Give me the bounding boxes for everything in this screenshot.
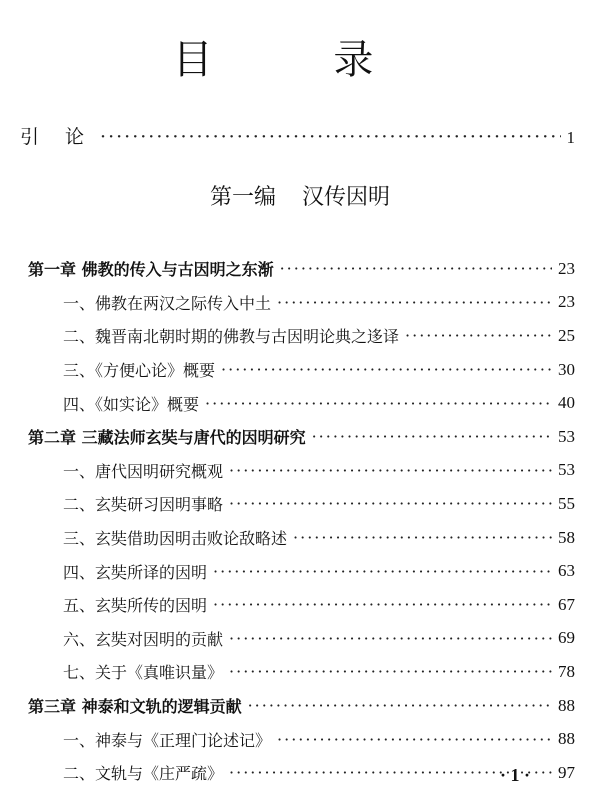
toc-entry-page: 88 bbox=[558, 729, 575, 749]
leader-dots bbox=[405, 326, 552, 345]
toc-entry-label: 引 论 bbox=[20, 126, 95, 148]
leader-dots bbox=[293, 528, 552, 547]
leader-dots bbox=[312, 427, 552, 446]
toc-entry-label: 一、神泰与《正理门论述记》 bbox=[63, 730, 272, 750]
toc-section bbox=[28, 756, 575, 790]
toc-entry-page: 55 bbox=[558, 493, 575, 513]
leader-dots bbox=[248, 696, 552, 715]
toc-section bbox=[28, 554, 575, 588]
leader-dots bbox=[280, 259, 552, 278]
toc-entry-page: 69 bbox=[558, 628, 575, 648]
toc-entry-label: 第二章 三藏法师玄奘与唐代的因明研究 bbox=[28, 428, 306, 448]
toc-entry-label: 五、玄奘所传的因明 bbox=[63, 596, 208, 616]
leader-dots bbox=[229, 461, 552, 480]
toc-chapter bbox=[28, 252, 575, 286]
toc-entry-label: 第一章 佛教的传入与古因明之东渐 bbox=[28, 260, 274, 280]
leader-dots bbox=[229, 662, 552, 681]
toc-entry-page: 30 bbox=[558, 359, 575, 379]
leader-dots bbox=[205, 394, 552, 413]
toc-entry-page: 88 bbox=[558, 695, 575, 715]
toc-entry-label: 第三章 神泰和文轨的逻辑贡献 bbox=[28, 697, 242, 717]
toc-entry-page: 40 bbox=[558, 393, 575, 413]
toc-section bbox=[28, 622, 575, 656]
toc-entry-label: 二、文轨与《庄严疏》 bbox=[63, 764, 224, 784]
toc-entry-page: 78 bbox=[558, 661, 575, 681]
toc-chapter bbox=[28, 689, 575, 723]
toc-section bbox=[28, 521, 575, 555]
toc-entry-label: 三、玄奘借助因明击败论敌略述 bbox=[63, 529, 288, 549]
toc-entry-label: 一、唐代因明研究概观 bbox=[63, 461, 224, 481]
part-heading bbox=[0, 180, 600, 211]
toc-entry-page: 58 bbox=[558, 527, 575, 547]
page-number: · 1 · bbox=[500, 765, 531, 785]
page-title: 目 录 bbox=[172, 37, 428, 83]
leader-dots bbox=[213, 595, 552, 614]
toc-entry-label: 四、《如实论》概要 bbox=[63, 394, 200, 414]
toc-entry-page: 63 bbox=[558, 561, 575, 581]
toc-entry-page: 25 bbox=[558, 325, 575, 345]
toc-entry-page: 23 bbox=[558, 292, 575, 312]
toc-chapter bbox=[28, 420, 575, 454]
part-label: 第一编 bbox=[209, 185, 276, 210]
leader-dots bbox=[213, 562, 552, 581]
leader-dots bbox=[229, 629, 552, 648]
leader-dots bbox=[100, 126, 560, 148]
leader-dots bbox=[277, 293, 552, 312]
toc-entry-page: 67 bbox=[558, 594, 575, 614]
toc-entry-page: 53 bbox=[558, 460, 575, 480]
toc-section bbox=[28, 722, 575, 756]
leader-dots bbox=[277, 730, 552, 749]
toc-section bbox=[28, 487, 575, 521]
toc-entry-page: 97 bbox=[558, 762, 575, 782]
toc-entry-label: 六、玄奘对因明的贡献 bbox=[63, 629, 224, 649]
toc-entry-label: 一、佛教在两汉之际传入中土 bbox=[63, 293, 272, 313]
toc-entry-label: 三、《方便心论》概要 bbox=[63, 361, 216, 381]
part-name: 汉传因明 bbox=[302, 185, 391, 210]
toc-entry-page: 23 bbox=[558, 258, 575, 278]
toc-entry-label: 七、关于《真唯识量》 bbox=[63, 663, 224, 683]
toc-entry-page: 1 bbox=[566, 128, 575, 147]
leader-dots bbox=[221, 360, 552, 379]
toc-entry-label: 二、魏晋南北朝时期的佛教与古因明论典之迻译 bbox=[63, 327, 400, 347]
toc-section bbox=[28, 588, 575, 622]
toc-entry-label: 四、玄奘所译的因明 bbox=[63, 562, 208, 582]
toc-section bbox=[28, 655, 575, 689]
toc-entry-label: 二、玄奘研习因明事略 bbox=[63, 495, 224, 515]
toc-section bbox=[28, 454, 575, 488]
toc-entry-intro bbox=[20, 122, 575, 149]
toc-entry-page: 53 bbox=[558, 426, 575, 446]
toc-section bbox=[28, 386, 575, 420]
toc-section bbox=[28, 353, 575, 387]
toc-section bbox=[28, 286, 575, 320]
leader-dots bbox=[229, 494, 552, 513]
toc-list bbox=[28, 252, 575, 790]
toc-section bbox=[28, 319, 575, 353]
